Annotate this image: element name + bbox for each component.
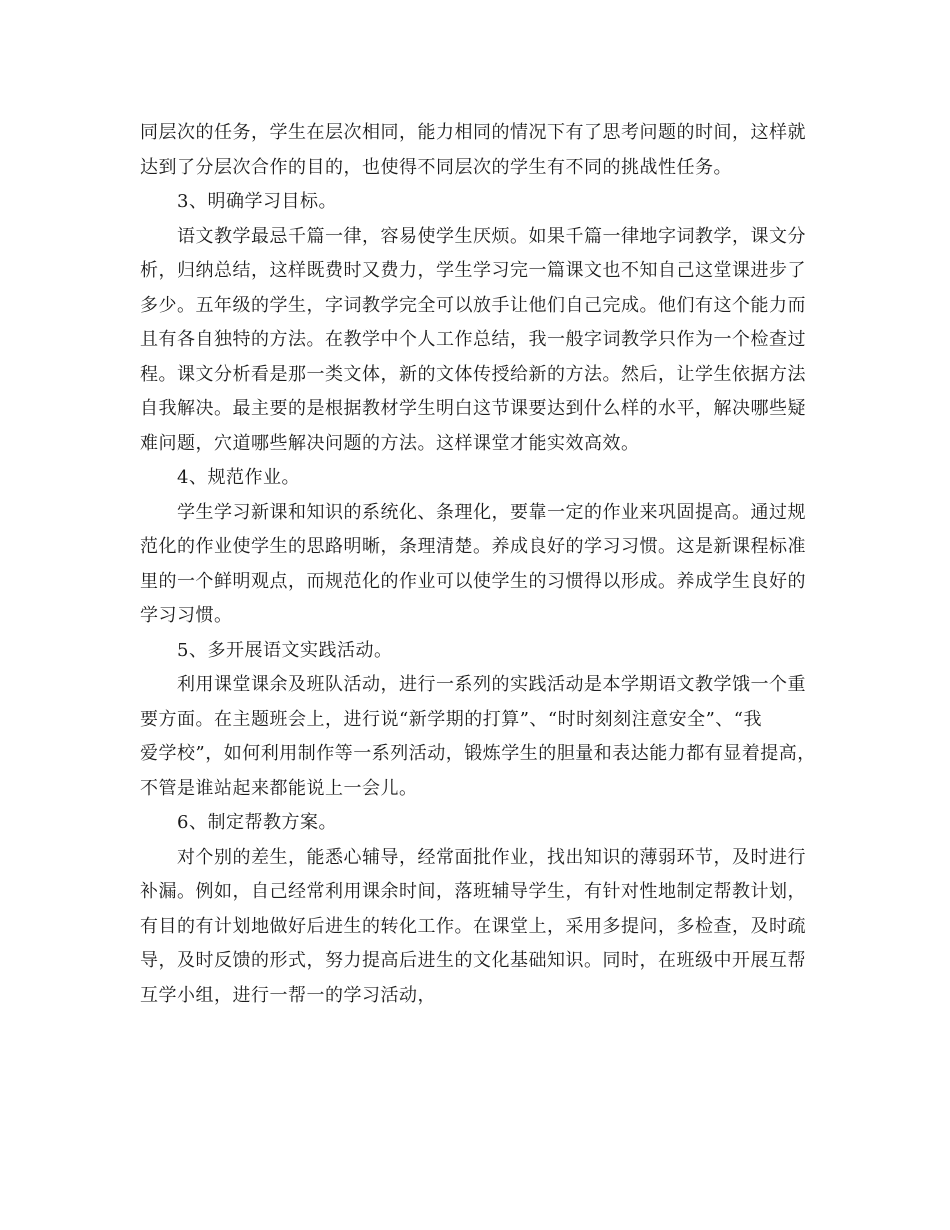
section-heading-4: 4、规范作业。: [177, 467, 300, 488]
text-line: 导，及时反馈的形式，努力提高后进生的文化基础知识。同时，在班级中开展互帮: [140, 950, 806, 971]
text-line: 多少。五年级的学生，字词教学完全可以放手让他们自己完成。他们有这个能力而: [140, 294, 806, 316]
text-line: 自我解决。最主要的是根据教材学生明白这节课要达到什么样的水平，解决哪些疑: [140, 398, 806, 419]
text-line: 同层次的任务，学生在层次相同，能力相同的情况下有了思考问题的时间，这样就: [140, 122, 806, 143]
section-heading-3: 3、明确学习目标。: [177, 191, 337, 212]
text-line: 利用课堂课余及班队活动，进行一系列的实践活动是本学期语文教学饿一个重: [177, 674, 806, 695]
text-line: 学习习惯。: [140, 605, 233, 626]
text-line: 语文教学最忌千篇一律，容易使学生厌烦。如果千篇一律地字词教学，课文分: [177, 225, 806, 247]
text-line: 补漏。例如，自己经常利用课余时间，落班辅导学生，有针对性地制定帮教计划，: [140, 881, 806, 902]
text-line: 且有各自独特的方法。在教学中个人工作总结，我一般字词教学只作为一个检查过: [140, 329, 806, 350]
text-line: 有目的有计划地做好后进生的转化工作。在课堂上，采用多提问，多检查，及时疏: [140, 915, 806, 937]
section-heading-5: 5、多开展语文实践活动。: [177, 639, 393, 661]
text-line: 程。课文分析看是那一类文体，新的文体传授给新的方法。然后，让学生依据方法: [140, 363, 806, 385]
text-line: 不管是谁站起来都能说上一会儿。: [140, 777, 418, 799]
text-line: 学生学习新课和知识的系统化、条理化，要靠一定的作业来巩固提高。通过规: [177, 501, 806, 523]
document-body: [140, 116, 820, 1013]
text-line: 难问题，穴道哪些解决问题的方法。这样课堂才能实效高效。: [140, 432, 640, 454]
text-line: 互学小组，进行一帮一的学习活动，: [140, 984, 436, 1006]
text-line: 范化的作业使学生的思路明晰，条理清楚。养成良好的学习习惯。这是新课程标准: [140, 536, 806, 557]
text-line: 析，归纳总结，这样既费时又费力，学生学习完一篇课文也不知自己这堂课进步了: [140, 260, 806, 281]
text-line: 达到了分层次合作的目的，也使得不同层次的学生有不同的挑战性任务。: [140, 156, 732, 178]
text-line: 对个别的差生，能悉心辅导，经常面批作业，找出知识的薄弱环节，及时进行: [177, 846, 806, 868]
text-line: 爱学校”，如何利用制作等一系列活动，锻炼学生的胆量和表达能力都有显着提高，: [140, 743, 816, 764]
text-line: 里的一个鲜明观点，而规范化的作业可以使学生的习惯得以形成。养成学生良好的: [140, 570, 806, 592]
section-heading-6: 6、制定帮教方案。: [177, 812, 337, 833]
text-line: 要方面。在主题班会上，进行说“新学期的打算”、“时时刻刻注意安全”、“我: [140, 708, 763, 730]
